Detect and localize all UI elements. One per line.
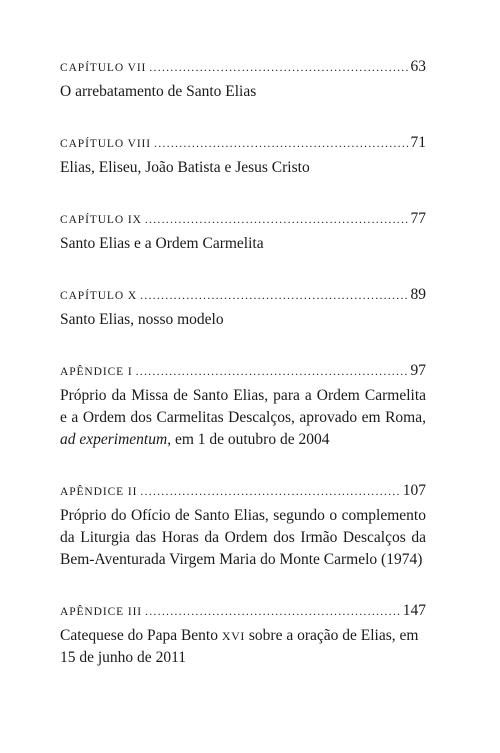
- appendix-title: [60, 625, 426, 669]
- toc-entry-header: [60, 480, 426, 503]
- chapter-label: CAPÍTULO X: [60, 290, 138, 302]
- page-number: 107: [402, 482, 426, 499]
- appendix-title-text: Próprio da Missa de Santo Elias, para a Ordem Carmelita e a Ordem dos Carmelitas Descalços, aprovado em Roma,: [60, 387, 426, 426]
- chapter-title: Santo Elias, nosso modelo: [60, 311, 224, 328]
- appendix-title: [60, 385, 426, 451]
- toc-entry-header: [60, 56, 426, 79]
- page-number: 97: [410, 362, 426, 379]
- appendix-label: APÊNDICE III: [60, 606, 143, 618]
- toc-entry-header: [60, 600, 426, 623]
- dot-leader: [154, 132, 407, 154]
- dot-leader: [140, 480, 399, 502]
- chapter-label: CAPÍTULO VII: [60, 62, 147, 74]
- dot-leader: [145, 208, 408, 230]
- chapter-label: CAPÍTULO VIII: [60, 138, 152, 150]
- toc-entry-apendice-ii[interactable]: [60, 480, 426, 571]
- toc-entry-header: [60, 284, 426, 307]
- appendix-label: APÊNDICE I: [60, 366, 133, 378]
- appendix-title-text: Catequese do Papa Bento: [60, 627, 222, 644]
- appendix-title-text-end: , em 1 de outubro de 2004: [167, 431, 330, 448]
- page-number: 89: [410, 286, 426, 303]
- appendix-title-text-end: sobre a oração de Elias, em 15 de junho de 2011: [60, 627, 419, 666]
- toc-entry-capitulo-ix[interactable]: [60, 208, 426, 255]
- page-number: 77: [410, 210, 426, 227]
- chapter-title: Santo Elias e a Ordem Carmelita: [60, 235, 264, 252]
- dot-leader: [145, 600, 400, 622]
- toc-entry-capitulo-vii[interactable]: [60, 56, 426, 103]
- chapter-title: O arrebatamento de Santo Elias: [60, 83, 257, 100]
- toc-entry-header: [60, 132, 426, 155]
- toc-entry-apendice-i[interactable]: [60, 360, 426, 451]
- toc-entry-header: [60, 360, 426, 383]
- chapter-label: CAPÍTULO IX: [60, 214, 142, 226]
- dot-leader: [149, 56, 407, 78]
- page-number: 71: [410, 134, 426, 151]
- page-number: 147: [402, 602, 426, 619]
- roman-numeral-smallcaps: XVI: [221, 629, 245, 643]
- dot-leader: [140, 284, 407, 306]
- appendix-label: APÊNDICE II: [60, 486, 138, 498]
- appendix-title-italic: ad experimentum: [60, 431, 168, 448]
- appendix-title: Próprio do Ofício de Santo Elias, segundo o complemento da Liturgia das Horas da Ordem dos Irmão Descalços da Bem-Aventurada Virgem Maria do Monte Carmelo (1974): [60, 507, 426, 568]
- table-of-contents: [60, 56, 426, 698]
- toc-entry-header: [60, 208, 426, 231]
- toc-entry-apendice-iii[interactable]: [60, 600, 426, 669]
- dot-leader: [136, 360, 408, 382]
- chapter-title: Elias, Eliseu, João Batista e Jesus Cristo: [60, 159, 310, 176]
- toc-entry-capitulo-x[interactable]: [60, 284, 426, 331]
- toc-entry-capitulo-viii[interactable]: [60, 132, 426, 179]
- page-number: 63: [410, 58, 426, 75]
